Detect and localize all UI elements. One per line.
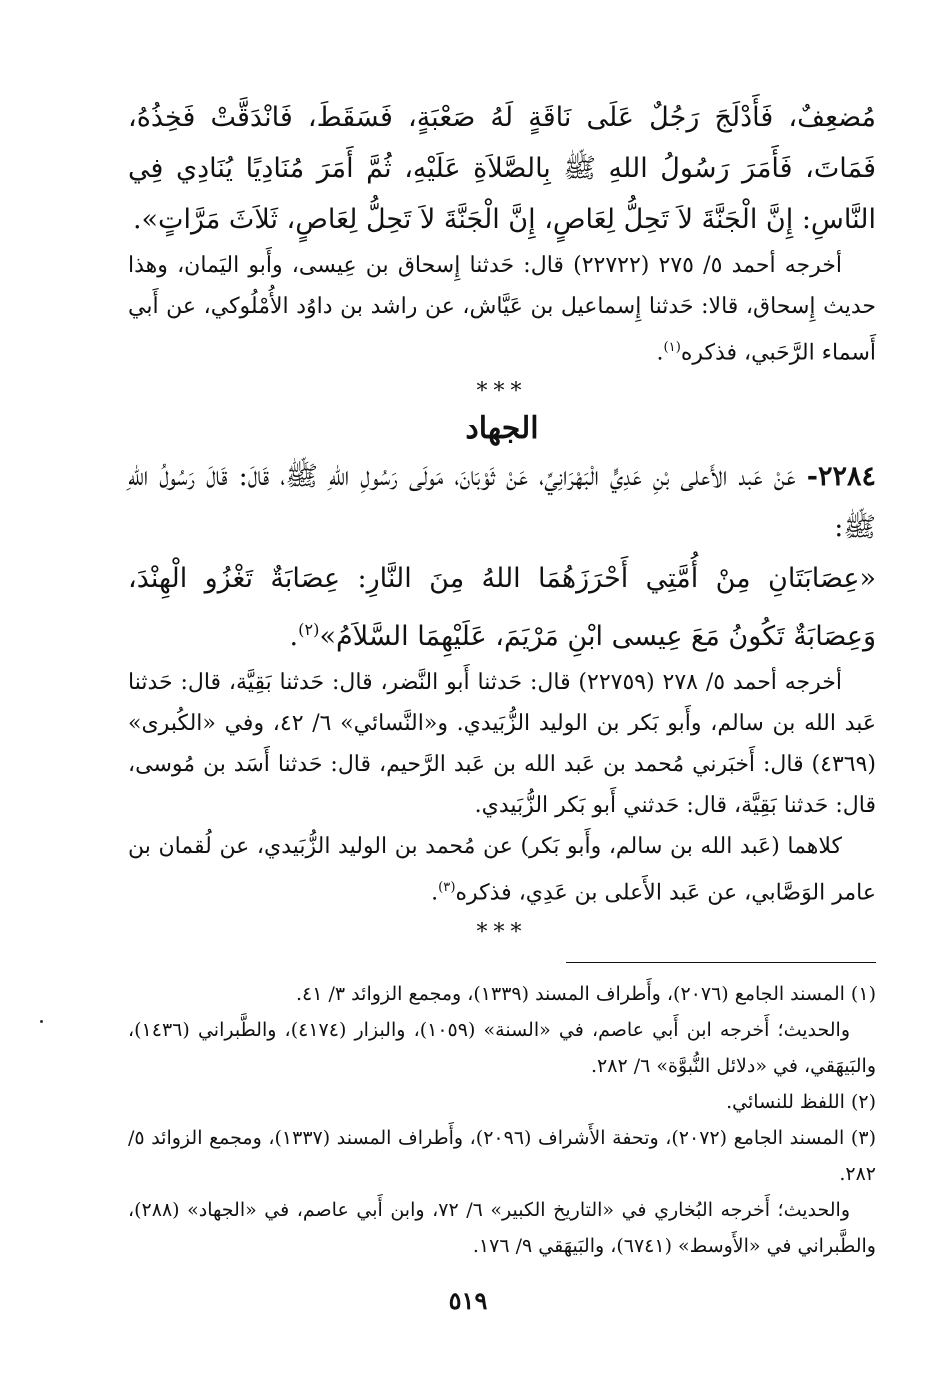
footnote-3: (٣) المسند الجامع (٢٠٧٢)، وتحفة الأَشراف (٢٠٩٦)، وأَطراف المسند (١٣٣٧)، ومجمع الزوائد ٥/ ٢٨٢.: [128, 1127, 876, 1185]
chapter-title: الجهاد: [465, 411, 539, 447]
footnotes: [128, 976, 876, 1264]
takhrij-text: كلاهما (عَبد الله بن سالم، وأَبو بَكر) عن مُحمد بن الوليد الزُّبَيدي، عن لُقمان بن عامر الوَصَّابي، عن عَبد الأَعلى بن عَدِي، فذكره: [128, 834, 876, 906]
section-separator: ***: [476, 919, 528, 945]
main-text: [128, 92, 876, 948]
scan-speck: [40, 1020, 43, 1023]
page-number: ٥١٩: [448, 1286, 488, 1315]
footnote-1-detail: والحديث؛ أَخرجه ابن أَبي عاصم، في «السنة» (١٠٥٩)، والبزار (٤١٧٤)، والطَّبراني (١٤٣٦)، والبَيهَقي، في «دلائل النُّبوَّة» ٦/ ٢٨٢.: [128, 1019, 876, 1077]
footnote-ref-3: (٣): [438, 880, 456, 896]
takhrij-paragraph-1: [128, 245, 876, 373]
matn-text: «عِصَابَتَانِ مِنْ أُمَّتِي أَحْرَزَهُمَا اللهُ مِنَ النَّارِ: عِصَابَةٌ تَغْزُو الْهِنْدَ، وَعِصَابَةٌ تَكُونُ مَعَ عِيسى ابْنِ مَرْيَمَ، عَلَيْهِمَا السَّلاَمُ»: [128, 563, 876, 653]
sentence-end: .: [656, 340, 664, 366]
footnote-3-detail: والحديث؛ أَخرجه البُخاري في «التاريخ الكبير» ٦/ ٧٢، وابن أَبي عاصم، في «الجهاد» (٢٨٨)، والطَّبراني في «الأَوسط» (٦٧٤١)، والبَيهَقي ٩/ ١٧٦.: [128, 1199, 876, 1257]
sentence-end: .: [289, 621, 299, 653]
hadith-header: [128, 451, 876, 553]
takhrij-paragraph-2: أخرجه أحمد ٥/ ٢٧٨ (٢٢٧٥٩) قال: حَدثنا أَبو النَّضر، قال: حَدثنا بَقِيَّة، قال: حَدثنا عَبد الله بن سالم، وأَبو بَكر بن الوليد الزُّبَيدي. و«النَّسائي» ٦/ ٤٢، وفي «الكُبرى» (٤٣٦٩) قال: أَخبَرني مُحمد بن عَبد الله بن عَبد الرَّحيم، قال: حَدثنا أَسَد بن مُوسى، قال: حَدثنا بَقِيَّة، قال: حَدثني أَبو بَكر الزُّبَيدي.: [128, 670, 877, 819]
hadith-number: ٢٢٨٤-: [806, 461, 876, 493]
footnote-2: (٢) اللفظ للنسائي.: [726, 1091, 876, 1113]
footnote-divider: [566, 962, 876, 963]
takhrij-text: أخرجه أحمد ٥/ ٢٧٥ (٢٢٧٢٢) قال: حَدثنا إِسحاق بن عِيسى، وأَبو اليَمان، وهذا حديث إِسحاق، قالا: حَدثنا إِسماعيل بن عَيَّاش، عن راشد بن داوُد الأُمْلُوكي، عن أَبي أَسماء الرَّحَبي، فذكره: [128, 253, 876, 366]
sentence-end: .: [431, 880, 439, 906]
section-separator: ***: [476, 379, 528, 405]
takhrij-paragraph-3: [128, 826, 876, 913]
hadith-isnad: عَنْ عَبد الأَعلى بْنِ عَدِيٍّ الْبَهْرَانِيِّ، عَنْ ثَوْبَانَ، مَولَى رَسُولِ اللهِ ﷺ، قَالَ: قَالَ رَسُولُ اللهِ ﷺ:: [128, 461, 876, 544]
hadith-ending: مُضعِفٌ، فَأَدْلَجَ رَجُلٌ عَلَى نَاقَةٍ لَهُ صَعْبَةٍ، فَسَقَطَ، فَانْدَقَّتْ فَخِذُهُ، فَمَاتَ، فَأَمَرَ رَسُولُ اللهِ ﷺ بِالصَّلاَةِ عَلَيْهِ، ثُمَّ أَمَرَ مُنَادِيًا يُنَادِي فِي النَّاسِ: إِنَّ الْجَنَّةَ لاَ تَحِلُّ لِعَاصٍ، إِنَّ الْجَنَّةَ لاَ تَحِلُّ لِعَاصٍ، ثَلاَثَ مَرَّاتٍ».: [128, 102, 876, 235]
footnote-ref-1: (١): [663, 340, 681, 355]
footnote-1: (١) المسند الجامع (٢٠٧٦)، وأَطراف المسند (١٣٣٩)، ومجمع الزوائد ٣/ ٤١.: [296, 983, 876, 1005]
hadith-matn: [128, 553, 876, 662]
footnote-ref-2: (٢): [298, 620, 320, 640]
